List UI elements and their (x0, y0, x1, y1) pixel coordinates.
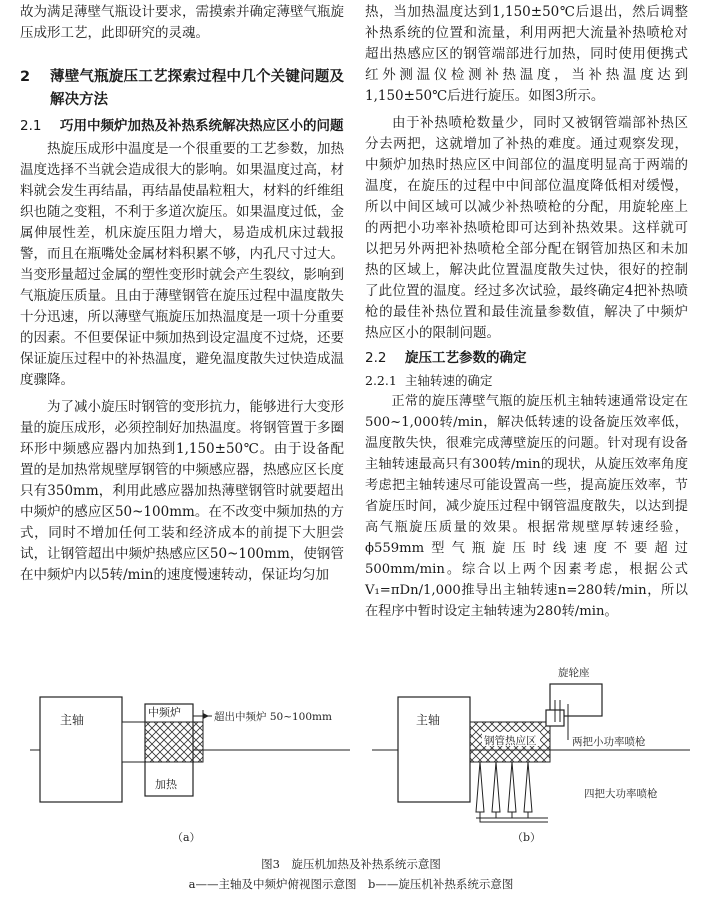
section-2-2-number: 2.2 (365, 350, 387, 366)
panel-b-roller-seat-label: 旋轮座 (558, 667, 590, 679)
panel-b-roller-seat (546, 684, 602, 726)
paragraph-spindle-speed: 正常的旋压薄壁气瓶的旋压机主轴转速通常设定在500~1,000转/min，解决低转速的设备旋压效率低，温度散失快，很难完成薄壁旋压的问题。针对现有设备主轴转速最高只有300转/min的现状，从旋压效率角度考虑把主轴转速尽可能设置高一些，提高旋压效率，节省旋压时间，减少旋压过程中钢管温度散失，以达到提高气瓶旋压质量的效果。根据常规壁厚转速经验，ϕ559mm型气瓶旋压时线速度不要超过500mm/min。综合以上两个因素考虑，根据公式V₁=πDn/1,000推导出主轴转速n=280转/min，所以在程序中暂时设定主轴转速为280转/min。 (365, 394, 688, 619)
figure-panel-b (372, 666, 690, 844)
panel-a-extension-zone (193, 722, 203, 762)
panel-a-heating-label: 加热 (155, 778, 177, 791)
panel-a-sublabel: （a） (172, 831, 201, 844)
figure-caption-title: 图3 旋压机加热及补热系统示意图 (261, 857, 441, 871)
panel-a-extension-label: 超出中频炉 50~100mm (214, 711, 332, 723)
section-2-number: 2 (20, 69, 31, 85)
intro-paragraph: 故为满足薄壁气瓶设计要求，需摸索并确定薄壁气瓶旋压成形工艺，此即研究的灵魂。 (20, 4, 344, 41)
panel-b-torch-supply-lines (476, 812, 548, 822)
panel-b-large-torch-label: 四把大功率喷枪 (584, 788, 658, 800)
section-2-title: 薄壁气瓶旋压工艺探索过程中几个关键问题及解决方法 (50, 69, 344, 108)
paragraph-heating-temperature: 热旋压成形中温度是一个很重要的工艺参数，加热温度选择不当就会造成很大的影响。如果温度过高，材料就会发生再结晶，再结晶使晶粒粗大，材料的纤维组织也随之变粗，不利于多道次旋压。如果温度过低，金属伸展性差，机床旋压阻力增大，易造成机床过载报警，而且在瓶嘴处金属材料积累不够，内孔尺寸过大。当变形量超过金属的塑性变形时就会产生裂纹，影响到气瓶旋压质量。且由于薄壁钢管在旋压过程中温度散失十分迅速，所以薄壁气瓶旋压加热温度是一项十分重要的因素。不但要保证中频加热到设定温度不过烧，还要保证旋压过程中的补热温度，避免温度散失过快造成温度骤降。 (20, 141, 344, 388)
section-2-2-title: 旋压工艺参数的确定 (405, 350, 527, 366)
figure-caption-sub: a——主轴及中频炉俯视图示意图 b——旋压机补热系统示意图 (188, 877, 514, 891)
panel-b-large-torches (476, 762, 532, 812)
panel-b-small-torch-label: 两把小功率喷枪 (572, 736, 646, 748)
paragraph-torch-allocation: 由于补热喷枪数量少，同时又被钢管端部补热区分去两把，这就增加了补热的难度。通过观察发现，中频炉加热时热应区中间部位的温度明显高于两端的温度，在旋压的过程中中间部位温度降低相对缓慢，所以中间区域可以减少补热喷枪的分配，用旋轮座上的两把小功率补热喷枪即可达到补热效果。这样就可以把另外两把补热喷枪全部分配在钢管加热区和未加热的区域上，解决此位置温度散失过快，很好的控制了此位置的温度。经过多次试验，最终确定4把补热喷枪的最佳补热位置和最佳流量参数值，解决了中频炉热应区小的限制问题。 (365, 115, 688, 341)
section-2-1-title: 巧用中频炉加热及补热系统解决热应区小的问题 (60, 118, 344, 134)
paragraph-continued: 热，当加热温度达到1,150±50℃后退出，然后调整补热系统的位置和流量，利用两把大流量补热喷枪对超出热感应区的钢管端部进行加热，同时使用便携式红外测温仪检测补热温度，当补热温度达到1,150±50℃后进行旋压。如图3所示。 (365, 4, 688, 104)
panel-a-heating-zone (145, 722, 193, 762)
panel-a-dim-arrowhead (203, 713, 209, 719)
panel-b-heat-zone-label: 钢管热应区 (484, 735, 537, 747)
panel-a-furnace-label: 中频炉 (148, 706, 181, 719)
figure-panel-a (30, 697, 350, 844)
section-2-1-number: 2.1 (20, 118, 42, 134)
panel-b-sublabel: （b） (512, 831, 542, 844)
section-2-2-1-title: 主轴转速的确定 (405, 373, 493, 388)
panel-a-steel-tube-left (122, 722, 145, 762)
panel-a-spindle-label: 主轴 (60, 713, 85, 727)
paragraph-induction-heating: 为了减小旋压时钢管的变形抗力，能够进行大变形量的旋压成形，必须控制好加热温度。将钢管置于多圈环形中频感应器内加热到1,150±50℃。由于设备配置的是加热常规壁厚钢管的中频感应器，热感应区长度只有350mm，利用此感应器加热薄壁钢管时就要超出中频炉的感应区50~100mm。在不改变中频加热的方式，同时不增加任何工装和经济成本的前提下大胆尝试，让钢管超出中频炉热感应区50~100mm，使钢管在中频炉内以5转/min的速度慢速转动，保证均匀加 (20, 399, 344, 583)
section-2-2-1-number: 2.2.1 (365, 373, 397, 388)
panel-b-spindle-label: 主轴 (416, 713, 441, 727)
